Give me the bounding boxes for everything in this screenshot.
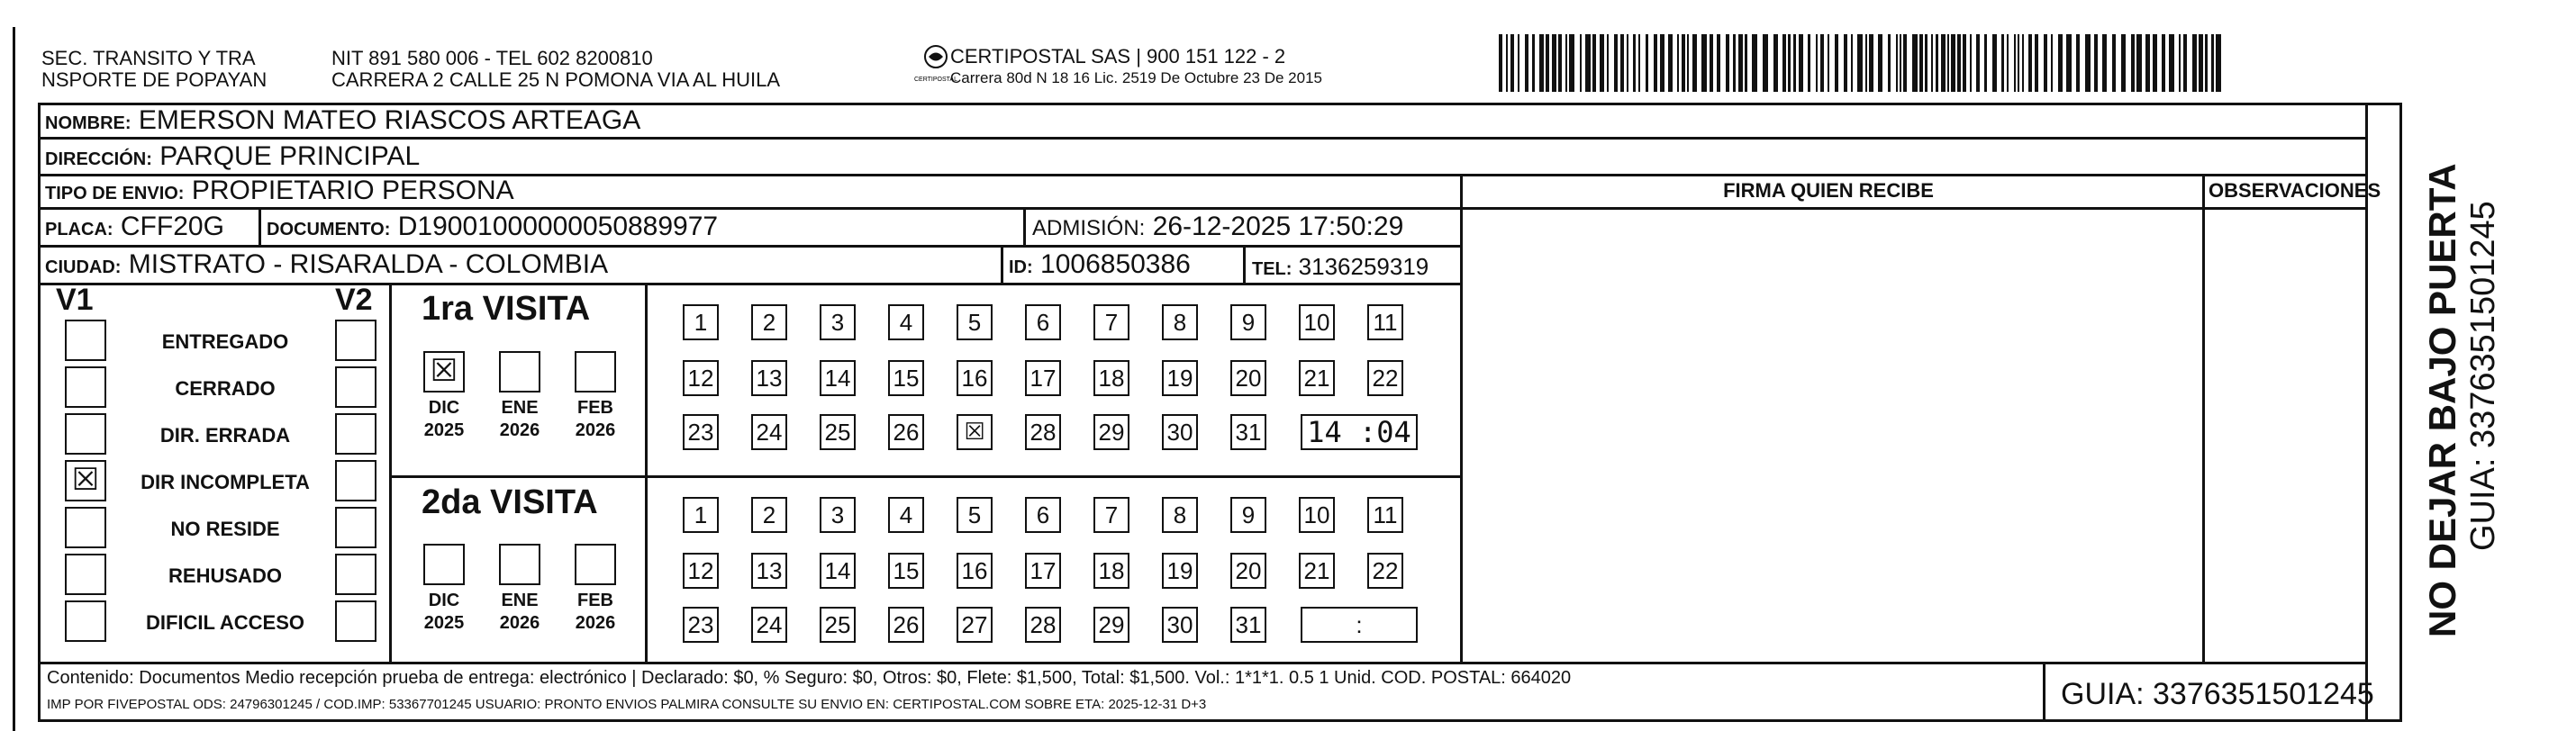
v2-label: V2 xyxy=(335,283,373,317)
status-label: DIFICIL ACCESO xyxy=(145,611,304,634)
document-label: DOCUMENTO: xyxy=(267,220,391,239)
type-label: TIPO DE ENVIO: xyxy=(45,184,185,203)
visit2-day-box[interactable]: 5 xyxy=(957,497,993,533)
barcode-bar xyxy=(1539,34,1544,92)
barcode-bar xyxy=(2051,34,2053,92)
visit1-day-box[interactable]: 19 xyxy=(1162,360,1198,396)
visit2-month-label: DIC xyxy=(428,591,460,610)
footer-content-line: Contenido: Documentos Medio recepción prueba de entrega: electrónico | Declarado: $0, % Seguro: $0, Otros: $0, Flete: $1,500, Total: $1,500. Vol.: 1*1*1. 0.5 1 Unid. COD. POSTAL: 664020 xyxy=(47,668,1572,688)
barcode-bar xyxy=(1518,34,1519,92)
barcode-bar xyxy=(1919,34,1923,92)
barcode-bar xyxy=(1808,34,1810,92)
v1-checkbox[interactable] xyxy=(65,366,106,408)
v2-checkbox[interactable] xyxy=(335,413,376,455)
barcode-bar xyxy=(1951,34,1955,92)
barcode-bar xyxy=(1857,34,1863,92)
barcode-bar xyxy=(1912,34,1918,92)
status-label: CERRADO xyxy=(175,377,276,400)
barcode-bar xyxy=(2145,34,2150,92)
barcode-bar xyxy=(1851,34,1853,92)
visit2-day-box[interactable]: 27 xyxy=(957,607,993,643)
barcode-bar xyxy=(1682,34,1685,92)
barcode-bar xyxy=(2014,34,2016,92)
recipient-name-row xyxy=(45,105,640,139)
barcode-bar xyxy=(1499,34,1502,92)
city-value: MISTRATO - RISARALDA - COLOMBIA xyxy=(128,249,609,279)
sender-name-line1: SEC. TRANSITO Y TRA xyxy=(41,47,256,69)
barcode-bar xyxy=(2028,34,2032,92)
plate-divider xyxy=(259,207,261,245)
admission-label: ADMISIÓN: xyxy=(1032,216,1146,240)
tel-cell xyxy=(1252,251,1429,284)
visit1-title: 1ra VISITA xyxy=(422,290,591,328)
visit2-month-box[interactable] xyxy=(499,544,540,585)
visit2-day-box[interactable]: 31 xyxy=(1230,607,1266,643)
v1-checkbox[interactable]: ☒ xyxy=(65,460,106,501)
barcode-bar xyxy=(1600,34,1604,92)
barcode-bar xyxy=(2192,34,2197,92)
visit1-time-box[interactable]: 14 :04 xyxy=(1301,414,1418,450)
barcode-bar xyxy=(2121,34,2126,92)
barcode-bar xyxy=(1941,34,1946,92)
barcode-bar xyxy=(1525,34,1528,92)
visit2-day-box[interactable]: 10 xyxy=(1299,497,1335,533)
barcode-bar xyxy=(1835,34,1838,92)
left-border xyxy=(13,27,15,731)
barcode-bar xyxy=(1947,34,1949,92)
v2-checkbox[interactable] xyxy=(335,507,376,548)
footer-print-line: IMP POR FIVEPOSTAL ODS: 24796301245 / COD.IMP: 53367701245 USUARIO: PRONTO ENVIOS PALMIRA CONSULTE SU ENVIO EN: CERTIPOSTAL.COM SOBRE ETA: 2025-12-31 D+3 xyxy=(47,697,1207,712)
barcode-bar xyxy=(2022,34,2024,92)
barcode-bar xyxy=(1506,34,1508,92)
barcode-bar xyxy=(1799,34,1803,92)
status-label: ENTREGADO xyxy=(161,330,289,353)
visit2-day-box[interactable]: 4 xyxy=(888,497,924,533)
visit1-month-label: DIC xyxy=(428,398,460,418)
carrier-name: CERTIPOSTAL SAS | 900 151 122 - 2 xyxy=(950,45,1286,68)
signature-col-divider xyxy=(1460,174,1463,662)
no-leave-under-door-warning: NO DEJAR BAJO PUERTA xyxy=(2421,163,2463,637)
visit1-day-box[interactable]: 13 xyxy=(751,360,787,396)
barcode-bar xyxy=(1903,34,1907,92)
visit2-month-label: ENE xyxy=(501,591,539,610)
barcode-bar xyxy=(1925,34,1927,92)
visit1-day-box[interactable]: 16 xyxy=(957,360,993,396)
month-day-divider xyxy=(645,283,648,662)
observations-col-divider xyxy=(2202,174,2205,662)
visit1-month-year: 2026 xyxy=(499,420,540,440)
barcode-bar xyxy=(2153,34,2157,92)
id-label: ID: xyxy=(1009,257,1033,277)
visit2-day-box[interactable]: 11 xyxy=(1367,497,1403,533)
barcode-bar xyxy=(1646,34,1648,92)
visit1-day-box[interactable]: 15 xyxy=(888,360,924,396)
barcode-bar xyxy=(2216,34,2221,92)
barcode-bar xyxy=(2001,34,2004,92)
barcode-bar xyxy=(1620,34,1624,92)
barcode-bar xyxy=(1614,34,1618,92)
visit1-day-box[interactable]: 21 xyxy=(1299,360,1335,396)
barcode-bar xyxy=(1546,34,1549,92)
recipient-address: PARQUE PRINCIPAL xyxy=(159,141,421,171)
barcode-bar xyxy=(1793,34,1796,92)
visit2-month-box[interactable] xyxy=(423,544,465,585)
visit2-month-year: 2025 xyxy=(423,613,465,633)
barcode-bar xyxy=(1738,34,1743,92)
footer-line xyxy=(38,662,2365,664)
barcode-bar xyxy=(1592,34,1596,92)
barcode-bar xyxy=(1668,34,1673,92)
barcode-bar xyxy=(1984,34,1987,92)
barcode-bar xyxy=(1773,34,1778,92)
visit2-day-box[interactable]: 28 xyxy=(1025,607,1061,643)
barcode-bar xyxy=(1820,34,1824,92)
barcode-bar xyxy=(2131,34,2135,92)
barcode-bar xyxy=(1878,34,1882,92)
barcode-bar xyxy=(2211,34,2214,92)
v1-checkbox[interactable] xyxy=(65,600,106,642)
v1-checkbox[interactable] xyxy=(65,320,106,361)
visit2-day-box[interactable]: 24 xyxy=(751,607,787,643)
observations-header: OBSERVACIONES xyxy=(2209,179,2381,202)
v2-checkbox[interactable] xyxy=(335,320,376,361)
barcode-bar xyxy=(1869,34,1873,92)
barcode-bar xyxy=(2066,34,2072,92)
barcode-bar xyxy=(1654,34,1657,92)
barcode-bar xyxy=(1844,34,1847,92)
visit1-day-box[interactable]: 28 xyxy=(1025,414,1061,450)
visit-divider xyxy=(389,475,1461,478)
visit1-day-box[interactable]: 4 xyxy=(888,304,924,340)
visit2-day-box[interactable]: 30 xyxy=(1162,607,1198,643)
barcode-bar xyxy=(1660,34,1664,92)
barcode-bar xyxy=(1580,34,1582,92)
visit2-day-box[interactable]: 21 xyxy=(1299,553,1335,589)
barcode-bar xyxy=(2199,34,2203,92)
barcode-bar xyxy=(1957,34,1961,92)
barcode-bar xyxy=(1726,34,1729,92)
visit1-day-box[interactable]: 30 xyxy=(1162,414,1198,450)
visit2-day-box[interactable]: 18 xyxy=(1093,553,1129,589)
barcode-bar xyxy=(1782,34,1786,92)
barcode-bar xyxy=(1970,34,1972,92)
visit1-day-box[interactable]: 8 xyxy=(1162,304,1198,340)
barcode-bar xyxy=(1717,34,1720,92)
visit2-month-box[interactable] xyxy=(575,544,616,585)
barcode-bar xyxy=(2205,34,2208,92)
address-label: DIRECCIÓN: xyxy=(45,149,152,169)
visit2-month-label: FEB xyxy=(577,591,613,610)
tel-divider xyxy=(1243,245,1246,283)
visit1-month-box[interactable] xyxy=(499,351,540,393)
side-guia: GUIA: 3376351501245 xyxy=(2464,201,2502,551)
tel-label: TEL: xyxy=(1252,259,1293,279)
status-label: DIR. ERRADA xyxy=(159,424,291,447)
visit1-month-year: 2025 xyxy=(423,420,465,440)
visit2-time-box[interactable]: : xyxy=(1301,607,1418,643)
barcode-bar xyxy=(1569,34,1574,92)
barcode-bar xyxy=(1865,34,1867,92)
barcode-bar xyxy=(1931,34,1933,92)
visit2-day-box[interactable]: 1 xyxy=(683,497,719,533)
barcode-bar xyxy=(1638,34,1640,92)
barcode xyxy=(1499,34,2228,92)
visit2-title: 2da VISITA xyxy=(422,483,598,521)
barcode-bar xyxy=(1816,34,1818,92)
visit2-day-box[interactable]: 16 xyxy=(957,553,993,589)
admission-divider xyxy=(1023,207,1026,245)
visit2-day-box[interactable]: 15 xyxy=(888,553,924,589)
shipment-type-row xyxy=(45,176,514,209)
visit1-day-box[interactable]: 10 xyxy=(1299,304,1335,340)
sender-address: CARRERA 2 CALLE 25 N POMONA VIA AL HUILA xyxy=(331,68,781,91)
visit2-day-box[interactable]: 3 xyxy=(820,497,856,533)
barcode-bar xyxy=(1558,34,1562,92)
barcode-bar xyxy=(1992,34,1997,92)
visit1-day-box[interactable]: 26 xyxy=(888,414,924,450)
visit1-day-box[interactable]: 29 xyxy=(1093,414,1129,450)
barcode-bar xyxy=(1701,34,1707,92)
barcode-bar xyxy=(1585,34,1591,92)
plate-label: PLACA: xyxy=(45,220,113,239)
shipment-type: PROPIETARIO PERSONA xyxy=(191,176,514,205)
visit2-day-box[interactable]: 25 xyxy=(820,607,856,643)
visit1-day-box[interactable]: 5 xyxy=(957,304,993,340)
carrier-license: Carrera 80d N 18 16 Lic. 2519 De Octubre 23 De 2015 xyxy=(950,69,1322,86)
barcode-bar xyxy=(1733,34,1736,92)
row-line-5 xyxy=(38,283,1461,285)
visit1-day-box[interactable]: ☒ xyxy=(957,414,993,450)
barcode-bar xyxy=(2183,34,2187,92)
status-label: NO RESIDE xyxy=(170,518,280,540)
plate-value: CFF20G xyxy=(120,212,224,241)
visit2-day-box[interactable]: 29 xyxy=(1093,607,1129,643)
barcode-bar xyxy=(1763,34,1768,92)
visit1-day-box[interactable]: 12 xyxy=(683,360,719,396)
id-divider xyxy=(1001,245,1003,283)
visit2-day-box[interactable]: 8 xyxy=(1162,497,1198,533)
v1-checkbox[interactable] xyxy=(65,507,106,548)
barcode-bar xyxy=(1633,34,1636,92)
svg-text:CERTIPOSTAL: CERTIPOSTAL xyxy=(914,77,957,83)
barcode-bar xyxy=(1788,34,1791,92)
barcode-bar xyxy=(1888,34,1891,92)
visit1-month-box[interactable]: ☒ xyxy=(423,351,465,393)
sender-nit: NIT 891 580 006 - TEL 602 8200810 xyxy=(331,47,653,69)
barcode-bar xyxy=(1963,34,1966,92)
city-label: CIUDAD: xyxy=(45,257,122,277)
visit1-day-box[interactable]: 17 xyxy=(1025,360,1061,396)
plate-cell xyxy=(45,212,224,245)
barcode-bar xyxy=(1896,34,1898,92)
recipient-address-row xyxy=(45,141,420,175)
visit1-month-label: ENE xyxy=(501,398,539,418)
visit1-month-label: FEB xyxy=(577,398,613,418)
barcode-bar xyxy=(1745,34,1747,92)
id-value: 1006850386 xyxy=(1040,249,1191,279)
visit1-day-box[interactable]: 2 xyxy=(751,304,787,340)
barcode-bar xyxy=(1607,34,1609,92)
visit1-day-box[interactable]: 9 xyxy=(1230,304,1266,340)
visit2-day-box[interactable]: 14 xyxy=(820,553,856,589)
visit1-day-box[interactable]: 14 xyxy=(820,360,856,396)
barcode-bar xyxy=(1627,34,1628,92)
visit2-day-box[interactable]: 9 xyxy=(1230,497,1266,533)
document-cell xyxy=(267,212,718,245)
v1-label: V1 xyxy=(56,283,94,317)
barcode-bar xyxy=(2076,34,2080,92)
barcode-bar xyxy=(2112,34,2116,92)
name-label: NOMBRE: xyxy=(45,113,132,133)
city-cell xyxy=(45,249,608,283)
barcode-bar xyxy=(1692,34,1697,92)
signature-header: FIRMA QUIEN RECIBE xyxy=(1723,179,1934,202)
visit2-day-box[interactable]: 7 xyxy=(1093,497,1129,533)
barcode-bar xyxy=(2169,34,2174,92)
barcode-bar xyxy=(1552,34,1556,92)
visit1-day-box[interactable]: 20 xyxy=(1230,360,1266,396)
barcode-bar xyxy=(1565,34,1567,92)
v1-checkbox[interactable] xyxy=(65,413,106,455)
document-value: D19001000000050889977 xyxy=(397,212,719,241)
visit2-day-box[interactable]: 19 xyxy=(1162,553,1198,589)
barcode-bar xyxy=(2162,34,2165,92)
visit1-day-box[interactable]: 6 xyxy=(1025,304,1061,340)
status-label: DIR INCOMPLETA xyxy=(141,471,310,493)
v2-checkbox[interactable] xyxy=(335,554,376,595)
visit2-day-box[interactable]: 26 xyxy=(888,607,924,643)
barcode-bar xyxy=(1936,34,1938,92)
barcode-bar xyxy=(1976,34,1980,92)
v2-checkbox[interactable] xyxy=(335,366,376,408)
sender-name-line2: NSPORTE DE POPAYAN xyxy=(41,68,268,91)
barcode-bar xyxy=(1687,34,1689,92)
visit2-day-box[interactable]: 17 xyxy=(1025,553,1061,589)
status-visit-divider xyxy=(389,283,392,662)
barcode-bar xyxy=(2044,34,2047,92)
v2-checkbox[interactable] xyxy=(335,460,376,501)
visit1-day-box[interactable]: 11 xyxy=(1367,304,1403,340)
visit2-month-year: 2026 xyxy=(575,613,616,633)
visit1-day-box[interactable]: 23 xyxy=(683,414,719,450)
admission-cell xyxy=(1032,212,1403,244)
barcode-bar xyxy=(1510,34,1514,92)
barcode-bar xyxy=(1900,34,1901,92)
barcode-bar xyxy=(2007,34,2009,92)
visit1-day-box[interactable]: 3 xyxy=(820,304,856,340)
visit1-day-box[interactable]: 7 xyxy=(1093,304,1129,340)
visit1-day-box[interactable]: 1 xyxy=(683,304,719,340)
visit1-day-box[interactable]: 22 xyxy=(1367,360,1403,396)
barcode-bar xyxy=(2094,34,2098,92)
barcode-bar xyxy=(2018,34,2019,92)
visit2-day-box[interactable]: 23 xyxy=(683,607,719,643)
v2-checkbox[interactable] xyxy=(335,600,376,642)
visit1-day-box[interactable]: 24 xyxy=(751,414,787,450)
visit1-day-box[interactable]: 31 xyxy=(1230,414,1266,450)
barcode-bar xyxy=(2102,34,2107,92)
visit1-day-box[interactable]: 25 xyxy=(820,414,856,450)
v1-checkbox[interactable] xyxy=(65,554,106,595)
footer-guia: GUIA: 3376351501245 xyxy=(2061,677,2374,711)
id-cell xyxy=(1009,249,1191,283)
visit2-day-box[interactable]: 13 xyxy=(751,553,787,589)
admission-value: 26-12-2025 17:50:29 xyxy=(1152,212,1404,241)
barcode-bar xyxy=(1710,34,1713,92)
visit2-day-box[interactable]: 2 xyxy=(751,497,787,533)
recipient-name: EMERSON MATEO RIASCOS ARTEAGA xyxy=(138,105,641,135)
visit2-day-box[interactable]: 20 xyxy=(1230,553,1266,589)
visit2-day-box[interactable]: 22 xyxy=(1367,553,1403,589)
visit2-day-box[interactable]: 6 xyxy=(1025,497,1061,533)
barcode-bar xyxy=(1752,34,1757,92)
barcode-bar xyxy=(1677,34,1679,92)
visit1-month-box[interactable] xyxy=(575,351,616,393)
row-line-4 xyxy=(38,245,1461,248)
status-label: REHUSADO xyxy=(168,564,282,587)
visit2-day-box[interactable]: 12 xyxy=(683,553,719,589)
barcode-bar xyxy=(2179,34,2181,92)
barcode-bar xyxy=(1532,34,1535,92)
barcode-bar xyxy=(2058,34,2063,92)
tel-value: 3136259319 xyxy=(1298,253,1429,280)
visit1-month-year: 2026 xyxy=(575,420,616,440)
visit1-day-box[interactable]: 18 xyxy=(1093,360,1129,396)
barcode-bar xyxy=(2085,34,2091,92)
barcode-bar xyxy=(1828,34,1829,92)
barcode-bar xyxy=(2035,34,2038,92)
footer-guia-divider xyxy=(2043,662,2045,722)
barcode-bar xyxy=(2136,34,2142,92)
visit2-month-year: 2026 xyxy=(499,613,540,633)
